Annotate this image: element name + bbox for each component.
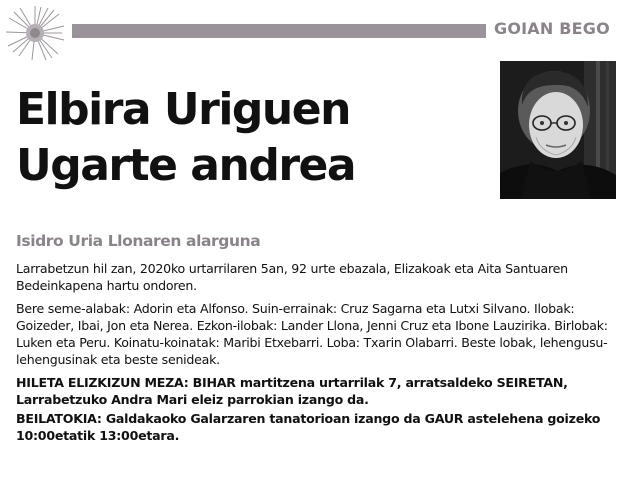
- subtitle: Isidro Uria Llonaren alarguna: [16, 232, 261, 250]
- section-label: GOIAN BEGO: [494, 19, 610, 38]
- death-details: Larrabetzun hil zan, 2020ko urtarrilaren 5an, 92 urte ebazala, Elizakoak eta Aita Santuaren Bedeinkapena hartu ondoren.: [16, 261, 568, 293]
- notice-body: [16, 260, 622, 450]
- deceased-name: [16, 82, 355, 194]
- portrait-photo: [500, 61, 616, 199]
- deceased-name-line1: Elbira Uriguen: [16, 84, 350, 135]
- deceased-name-line2: Ugarte andrea: [16, 140, 356, 191]
- family-list: Bere seme-alabak: Adorin eta Alfonso. Suin-errainak: Cruz Sagarna eta Lutxi Silvano. Ilobak: Goizeder, Ibai, Jon eta Nerea. Ezkon-ilobak: Lander Llona, Jenni Cruz eta Ibone Lauzirika. Birlobak: Luken eta Peru. Koinatu-koinatak: Maribi Etxebarri. Loba: Txarin Olabarri. Beste lobak, lehengusu-lehengusinak eta beste senideak.: [16, 301, 608, 367]
- header-bar: [72, 24, 486, 38]
- wake-info: BEILATOKIA: Galdakaoko Galarzaren tanatorioan izango da GAUR astelehena goizeko 10:00etatik 13:00etara.: [16, 411, 601, 443]
- flower-icon: [4, 4, 66, 62]
- funeral-mass-info: HILETA ELIZKIZUN MEZA: BIHAR martitzena urtarrilak 7, arratsaldeko SEIRETAN, Larrabetzuko Andra Mari eleiz parrokian izango da.: [16, 375, 568, 407]
